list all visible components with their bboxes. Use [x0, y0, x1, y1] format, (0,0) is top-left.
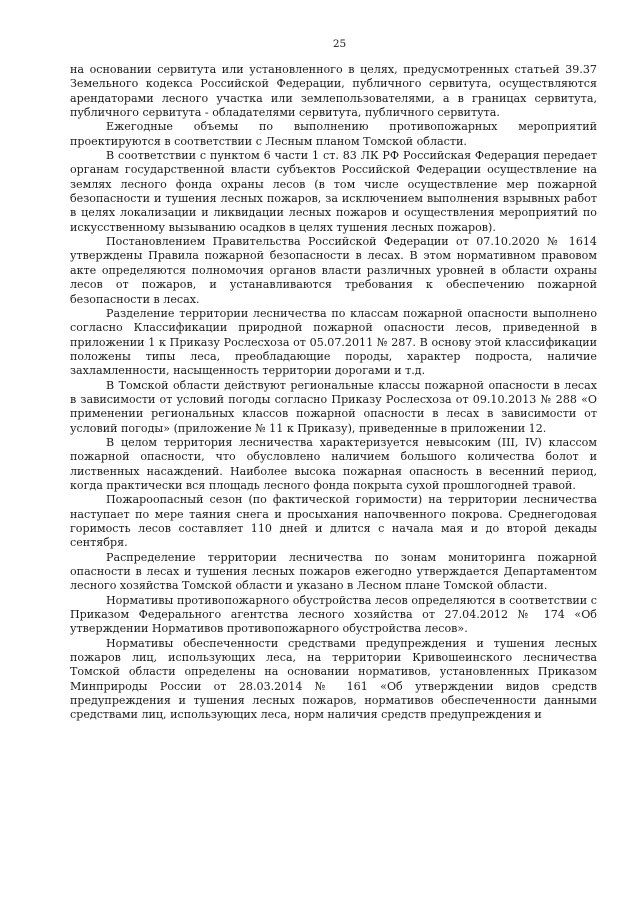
page-number: 25	[332, 38, 347, 50]
paragraph: В Томской области действуют региональные классы пожарной опасности в лесах в зависимости от условий погоды согласно Приказу Рослесхоза от 09.10.2013 № 288 «О применении региональных классов пожарной опасности в лесах в зависимости от условий погоды» (приложение № 11 к Приказу), приведенные в приложении 12.	[70, 378, 597, 435]
paragraph: Пожароопасный сезон (по фактической горимости) на территории лесничества наступает по мере таяния снега и просыхания напочвенного покрова. Среднегодовая горимость лесов составляет 110 дней и длится с начала мая и до второй декады сентября.	[70, 493, 597, 550]
paragraph: В целом территория лесничества характеризуется невысоким (III, IV) классом пожарной опасности, что обусловлено наличием большого количества болот и лиственных насаждений. Наиболее высока пожарная опасность в весенний период, когда практически вся площадь лесного фонда покрыта сухой прошлогодней травой.	[70, 435, 597, 492]
paragraph: Нормативы противопожарного обустройства лесов определяются в соответствии с Приказом Федерального агентства лесного хозяйства от 27.04.2012 № 174 «Об утверждении Нормативов противопожарного обустройства лесов».	[70, 593, 597, 636]
paragraph: Распределение территории лесничества по зонам мониторинга пожарной опасности в лесах и тушения лесных пожаров ежегодно утверждается Департаментом лесного хозяйства Томской области и указано в Лесном плане Томской области.	[70, 550, 597, 593]
paragraph: на основании сервитута или установленного в целях, предусмотренных статьей 39.37 Земельного кодекса Российской Федерации, публичного сервитута, осуществляются арендаторами лесного участка или землепользователями, а в границах сервитута, публичного сервитута - обладателями сервитута, публичного сервитута.	[70, 63, 597, 120]
paragraph: Ежегодные объемы по выполнению противопожарных мероприятий проектируются в соответствии с Лесным планом Томской области.	[70, 120, 597, 148]
paragraph: Разделение территории лесничества по классам пожарной опасности выполнено согласно Классификации природной пожарной опасности лесов, приведенной в приложении 1 к Приказу Рослесхоза от 05.07.2011 № 287. В основу этой классификации положены типы леса, преобладающие породы, характер подроста, наличие захламленности, насыщенность территории дорогами и т.д.	[70, 306, 597, 378]
paragraph: В соответствии с пунктом 6 части 1 ст. 83 ЛК РФ Российская Федерация передает органам государственной власти субъектов Российской Федерации осуществление на землях лесного фонда охраны лесов (в том числе осуществление мер пожарной безопасности и тушения лесных пожаров, за исключением выполнения взрывных работ в целях локализации и ликвидации лесных пожаров и осуществления мероприятий по искусственному вызыванию осадков в целях тушения лесных пожаров).	[70, 149, 597, 234]
paragraph: Постановлением Правительства Российской Федерации от 07.10.2020 № 1614 утверждены Правила пожарной безопасности в лесах. В этом нормативном правовом акте определяются полномочия органов власти различных уровней в области охраны лесов от пожаров, и устанавливаются требования к обеспечению пожарной безопасности в лесах.	[70, 235, 597, 306]
paragraph: Нормативы обеспеченности средствами предупреждения и тушения лесных пожаров лиц, использующих леса, на территории Кривошеинского лесничества Томской области определены на основании нормативов, установленных Приказом Минприроды России от 28.03.2014 № 161 «Об утверждении видов средств предупреждения и тушения лесных пожаров, нормативов обеспеченности данными средствами лиц, использующих леса, норм наличия средств предупреждения и	[70, 636, 597, 722]
